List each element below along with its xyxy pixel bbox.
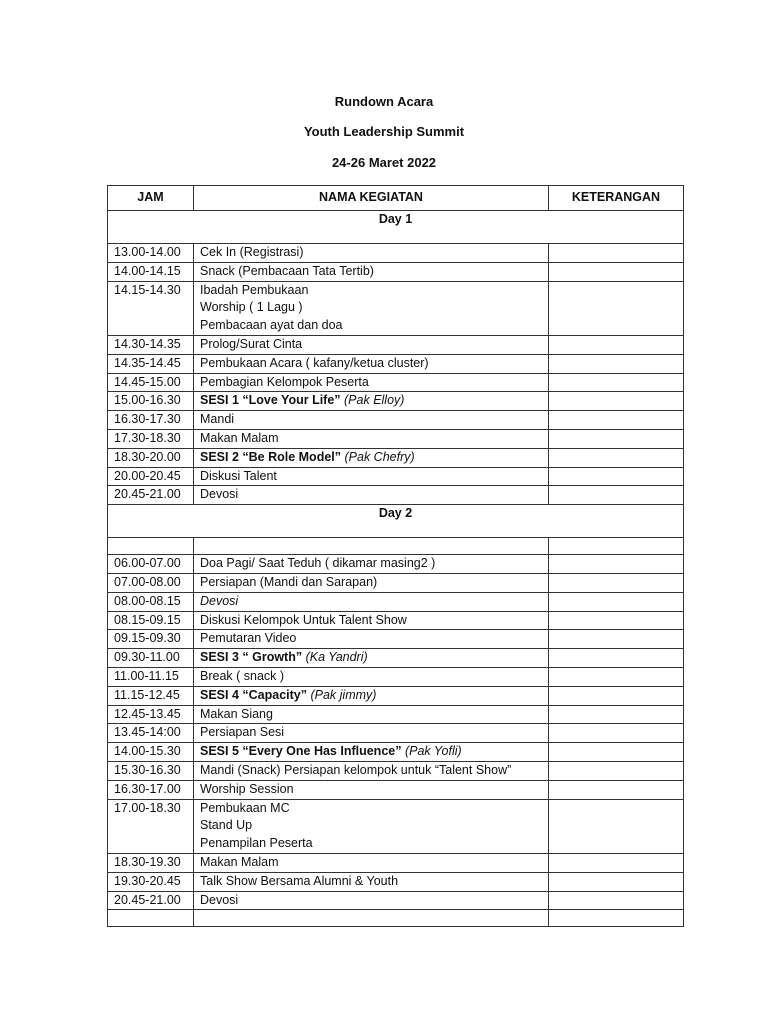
blank-row — [108, 910, 684, 927]
activity-text: Doa Pagi/ Saat Teduh ( dikamar masing2 ) — [200, 556, 436, 571]
activity-line: Stand Up — [200, 818, 253, 833]
activity-cell — [194, 429, 549, 448]
time-cell: 15.30-16.30 — [108, 761, 194, 780]
blank-row — [108, 538, 684, 555]
notes-cell — [549, 667, 684, 686]
activity-cell — [194, 486, 549, 505]
activity-text: Snack (Pembacaan Tata Tertib) — [200, 263, 374, 278]
activity-line: Pembukaan MC — [200, 800, 290, 815]
table-row — [108, 392, 684, 411]
session-speaker: (Pak Yofli) — [401, 744, 462, 759]
time-cell: 14.45-15.00 — [108, 373, 194, 392]
table-row — [108, 573, 684, 592]
table-row — [108, 281, 684, 335]
activity-cell — [194, 799, 549, 853]
blank-cell — [108, 910, 194, 927]
session-speaker: (Pak jimmy) — [307, 687, 377, 702]
time-cell: 07.00-08.00 — [108, 573, 194, 592]
time-cell: 08.00-08.15 — [108, 592, 194, 611]
table-row — [108, 724, 684, 743]
activity-cell — [194, 281, 549, 335]
table-row — [108, 429, 684, 448]
notes-cell — [549, 630, 684, 649]
day-header-row — [108, 505, 684, 538]
time-cell: 20.45-21.00 — [108, 891, 194, 910]
table-row — [108, 780, 684, 799]
column-header-activity: NAMA KEGIATAN — [194, 186, 549, 211]
blank-cell — [549, 538, 684, 555]
activity-text: Devosi — [200, 487, 239, 502]
table-row — [108, 486, 684, 505]
notes-cell — [549, 573, 684, 592]
activity-cell — [194, 724, 549, 743]
activity-cell — [194, 891, 549, 910]
column-header-notes: KETERANGAN — [549, 186, 684, 211]
activity-cell — [194, 686, 549, 705]
activity-cell — [194, 411, 549, 430]
activity-cell — [194, 611, 549, 630]
activity-cell — [194, 354, 549, 373]
notes-cell — [549, 799, 684, 853]
activity-cell — [194, 743, 549, 762]
activity-cell — [194, 649, 549, 668]
activity-line: Ibadah Pembukaan — [200, 282, 309, 297]
notes-cell — [549, 761, 684, 780]
notes-cell — [549, 611, 684, 630]
time-cell: 09.15-09.30 — [108, 630, 194, 649]
time-cell: 11.00-11.15 — [108, 667, 194, 686]
activity-text: Makan Malam — [200, 430, 279, 445]
activity-line: Penampilan Peserta — [200, 836, 313, 851]
document-title: Rundown Acara — [334, 94, 434, 109]
notes-cell — [549, 429, 684, 448]
activity-cell — [194, 392, 549, 411]
session-title: SESI 2 “Be Role Model” — [200, 449, 342, 464]
table-header-row — [108, 186, 684, 211]
notes-cell — [549, 780, 684, 799]
notes-cell — [549, 592, 684, 611]
notes-cell — [549, 486, 684, 505]
day-header-row — [108, 211, 684, 244]
table-row — [108, 853, 684, 872]
event-date: 24-26 Maret 2022 — [331, 155, 437, 170]
time-cell: 12.45-13.45 — [108, 705, 194, 724]
session-title: SESI 1 “Love Your Life” — [200, 393, 341, 408]
table-row — [108, 555, 684, 574]
activity-text: Cek In (Registrasi) — [200, 245, 304, 259]
session-speaker: (Pak Elloy) — [340, 393, 405, 408]
activity-text: Pembukaan Acara ( kafany/ketua cluster) — [200, 355, 429, 370]
activity-line: Worship ( 1 Lagu ) — [200, 300, 303, 315]
notes-cell — [549, 872, 684, 891]
notes-cell — [549, 392, 684, 411]
table-row — [108, 743, 684, 762]
table-row — [108, 373, 684, 392]
notes-cell — [549, 555, 684, 574]
activity-text: Break ( snack ) — [200, 668, 285, 683]
table-row — [108, 872, 684, 891]
table-row — [108, 354, 684, 373]
activity-text: Persiapan (Mandi dan Sarapan) — [200, 574, 378, 589]
activity-cell — [194, 630, 549, 649]
activity-text: Pemutaran Video — [200, 631, 297, 646]
time-cell: 18.30-19.30 — [108, 853, 194, 872]
table-row — [108, 467, 684, 486]
table-row — [108, 686, 684, 705]
table-row — [108, 891, 684, 910]
time-cell: 11.15-12.45 — [108, 686, 194, 705]
notes-cell — [549, 467, 684, 486]
time-cell: 14.15-14.30 — [108, 281, 194, 335]
activity-text: Diskusi Kelompok Untuk Talent Show — [200, 612, 407, 627]
notes-cell — [549, 354, 684, 373]
table-row — [108, 335, 684, 354]
activity-line: Pembacaan ayat dan doa — [200, 318, 343, 333]
session-title: SESI 3 “ Growth” — [200, 650, 303, 665]
table-row — [108, 705, 684, 724]
activity-cell — [194, 573, 549, 592]
column-header-time: JAM — [108, 186, 194, 211]
table-row — [108, 448, 684, 467]
activity-cell — [194, 555, 549, 574]
activity-text: Mandi — [200, 412, 235, 427]
time-cell: 14.30-14.35 — [108, 335, 194, 354]
table-row — [108, 799, 684, 853]
activity-cell — [194, 467, 549, 486]
time-cell: 14.00-14.15 — [108, 262, 194, 281]
session-speaker: (Ka Yandri) — [302, 650, 368, 665]
blank-cell — [194, 538, 549, 555]
notes-cell — [549, 262, 684, 281]
activity-cell — [194, 667, 549, 686]
activity-cell — [194, 780, 549, 799]
time-cell: 14.35-14.45 — [108, 354, 194, 373]
table-row — [108, 244, 684, 263]
rundown-table — [107, 185, 684, 927]
time-cell: 17.00-18.30 — [108, 799, 194, 853]
notes-cell — [549, 649, 684, 668]
activity-cell — [194, 262, 549, 281]
activity-text: Worship Session — [200, 781, 294, 796]
notes-cell — [549, 244, 684, 263]
activity-text: Devosi — [200, 593, 239, 608]
notes-cell — [549, 281, 684, 335]
table-row — [108, 761, 684, 780]
day-label: Day 1 — [108, 211, 684, 244]
activity-cell — [194, 853, 549, 872]
activity-text: Makan Malam — [200, 854, 279, 869]
table-row — [108, 592, 684, 611]
time-cell: 15.00-16.30 — [108, 392, 194, 411]
session-title: SESI 5 “Every One Has Influence” — [200, 744, 402, 759]
activity-text: Makan Siang — [200, 706, 273, 721]
time-cell: 17.30-18.30 — [108, 429, 194, 448]
notes-cell — [549, 373, 684, 392]
time-cell: 20.45-21.00 — [108, 486, 194, 505]
notes-cell — [549, 448, 684, 467]
activity-text: Mandi (Snack) Persiapan kelompok untuk “Talent Show” — [200, 762, 512, 777]
time-cell: 14.00-15.30 — [108, 743, 194, 762]
session-title: SESI 4 “Capacity” — [200, 687, 307, 702]
activity-text: Talk Show Bersama Alumni & Youth — [200, 873, 399, 888]
activity-text: Diskusi Talent — [200, 468, 277, 483]
table-row — [108, 262, 684, 281]
blank-cell — [549, 910, 684, 927]
time-cell: 13.00-14.00 — [108, 244, 194, 263]
activity-cell — [194, 448, 549, 467]
activity-cell — [194, 761, 549, 780]
table-row — [108, 630, 684, 649]
event-name: Youth Leadership Summit — [303, 124, 465, 139]
time-cell: 19.30-20.45 — [108, 872, 194, 891]
blank-cell — [194, 910, 549, 927]
activity-cell — [194, 244, 549, 263]
notes-cell — [549, 853, 684, 872]
activity-cell — [194, 592, 549, 611]
blank-cell — [108, 538, 194, 555]
table-body — [108, 211, 684, 927]
notes-cell — [549, 335, 684, 354]
time-cell: 16.30-17.30 — [108, 411, 194, 430]
activity-cell — [194, 373, 549, 392]
activity-text: Pembagian Kelompok Peserta — [200, 374, 369, 389]
notes-cell — [549, 891, 684, 910]
notes-cell — [549, 743, 684, 762]
session-speaker: (Pak Chefry) — [341, 449, 415, 464]
table-row — [108, 411, 684, 430]
time-cell: 18.30-20.00 — [108, 448, 194, 467]
table-row — [108, 611, 684, 630]
table-row — [108, 667, 684, 686]
document-header — [0, 92, 768, 173]
notes-cell — [549, 686, 684, 705]
activity-cell — [194, 872, 549, 891]
time-cell: 09.30-11.00 — [108, 649, 194, 668]
time-cell: 16.30-17.00 — [108, 780, 194, 799]
notes-cell — [549, 705, 684, 724]
activity-text: Persiapan Sesi — [200, 725, 285, 740]
table-row — [108, 649, 684, 668]
notes-cell — [549, 411, 684, 430]
time-cell: 08.15-09.15 — [108, 611, 194, 630]
notes-cell — [549, 724, 684, 743]
time-cell: 20.00-20.45 — [108, 467, 194, 486]
activity-cell — [194, 335, 549, 354]
day-label: Day 2 — [108, 505, 684, 538]
activity-cell — [194, 705, 549, 724]
time-cell: 06.00-07.00 — [108, 555, 194, 574]
activity-text: Prolog/Surat Cinta — [200, 336, 303, 351]
time-cell: 13.45-14:00 — [108, 724, 194, 743]
activity-text: Devosi — [200, 892, 239, 907]
